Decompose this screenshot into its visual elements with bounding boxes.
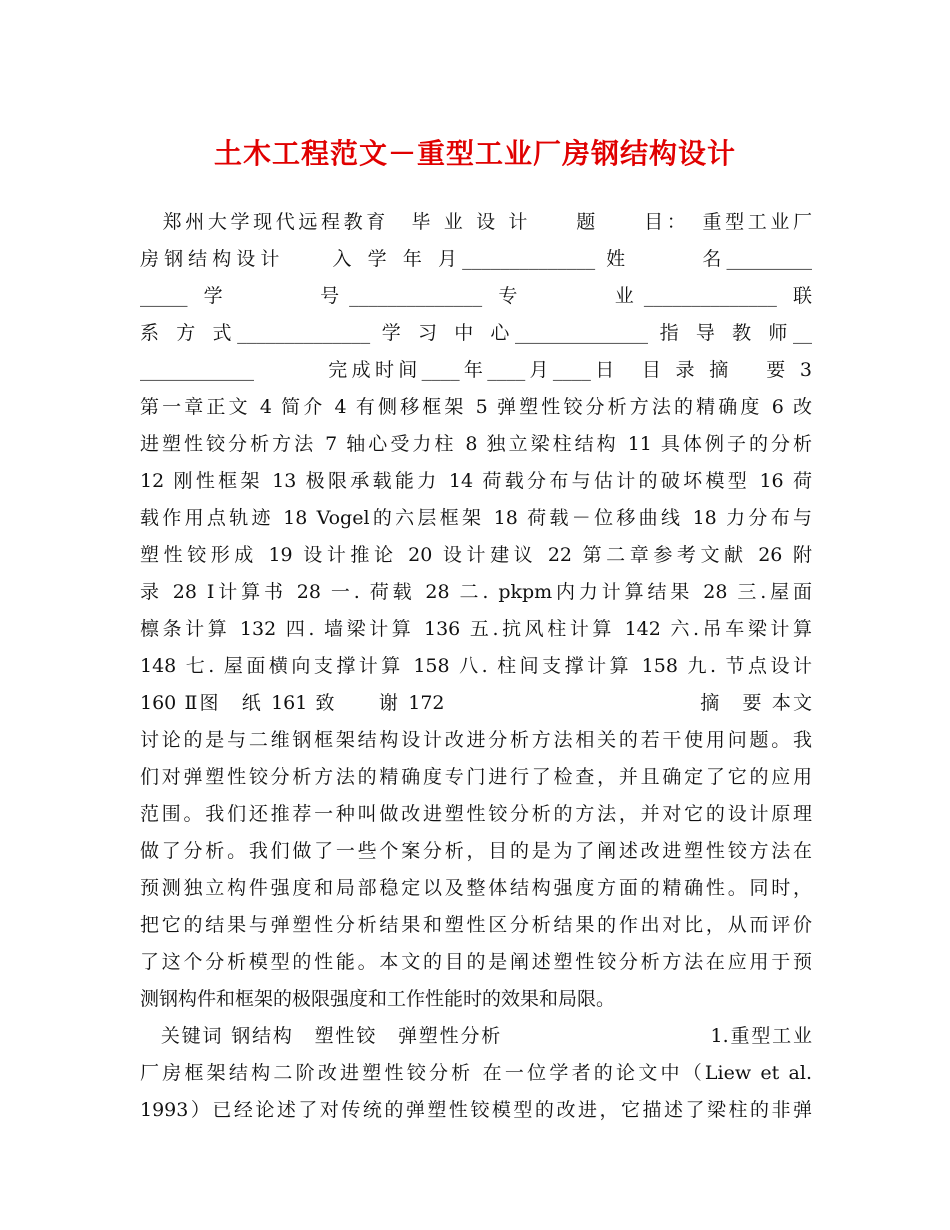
body-line: 檩条计算 132 四. 墙梁计算 136 五.抗风柱计算 142 六.吊车梁计算 xyxy=(140,618,812,640)
document-body xyxy=(140,204,812,1129)
body-line: 厂房框架结构二阶改进塑性铰分析 在一位学者的论文中（Liew et al. xyxy=(140,1062,812,1084)
body-line: 第一章正文 4 简介 4 有侧移框架 5 弹塑性铰分析方法的精确度 6 改 xyxy=(140,396,812,418)
body-line: 范围。我们还推荐一种叫做改进塑性铰分析的方法，并对它的设计原理 xyxy=(140,803,812,825)
body-line: 1993）已经论述了对传统的弹塑性铰模型的改进，它描述了梁柱的非弹 xyxy=(140,1099,812,1121)
document-title: 土木工程范文－重型工业厂房钢结构设计 xyxy=(213,137,736,170)
body-line: ____________ 完成时间____年____月____日 目 录 摘 要 3 xyxy=(140,359,812,381)
body-line: 了这个分析模型的性能。本文的目的是阐述塑性铰分析方法在应用于预 xyxy=(140,951,812,973)
body-line: _____ 学 号______________ 专 业______________ 联 xyxy=(140,285,812,307)
body-line: 160 Ⅱ图 纸 161 致 谢 172 摘 要 本文 xyxy=(140,692,812,714)
body-line: 148 七. 屋面横向支撑计算 158 八. 柱间支撑计算 158 九. 节点设计 xyxy=(140,655,812,677)
body-line: 把它的结果与弹塑性分析结果和塑性区分析结果的作出对比，从而评价 xyxy=(140,914,812,936)
body-line: 做了分析。我们做了一些个案分析，目的是为了阐述改进塑性铰方法在 xyxy=(140,840,812,862)
body-line: 系 方 式______________ 学 习 中 心______________ 指 导 教 师__ xyxy=(140,322,812,344)
body-line: 房钢结构设计 入 学 年 月______________ 姓 名_________ xyxy=(140,248,812,270)
body-line: 郑州大学现代远程教育 毕 业 设 计 题 目： 重型工业厂 xyxy=(140,211,812,233)
body-line: 们对弹塑性铰分析方法的精确度专门进行了检查，并且确定了它的应用 xyxy=(140,766,812,788)
body-line: 讨论的是与二维钢框架结构设计改进分析方法相关的若干使用问题。我 xyxy=(140,729,812,751)
body-line: 预测独立构件强度和局部稳定以及整体结构强度方面的精确性。同时， xyxy=(140,877,812,899)
body-line: 载作用点轨迹 18 Vogel的六层框架 18 荷载－位移曲线 18 力分布与 xyxy=(140,507,812,529)
body-line: 测钢构件和框架的极限强度和工作性能时的效果和局限。 xyxy=(140,988,616,1010)
body-line: 12 刚性框架 13 极限承载能力 14 荷载分布与估计的破坏模型 16 荷 xyxy=(140,470,812,492)
body-line: 进塑性铰分析方法 7 轴心受力柱 8 独立梁柱结构 11 具体例子的分析 xyxy=(140,433,812,455)
body-line: 关键词 钢结构 塑性铰 弹塑性分析 1.重型工业 xyxy=(140,1025,812,1047)
body-line: 塑性铰形成 19 设计推论 20 设计建议 22 第二章参考文献 26 附 xyxy=(140,544,812,566)
body-line: 录 28 Ⅰ计算书 28 一. 荷载 28 二. pkpm内力计算结果 28 三.屋面 xyxy=(140,581,812,603)
